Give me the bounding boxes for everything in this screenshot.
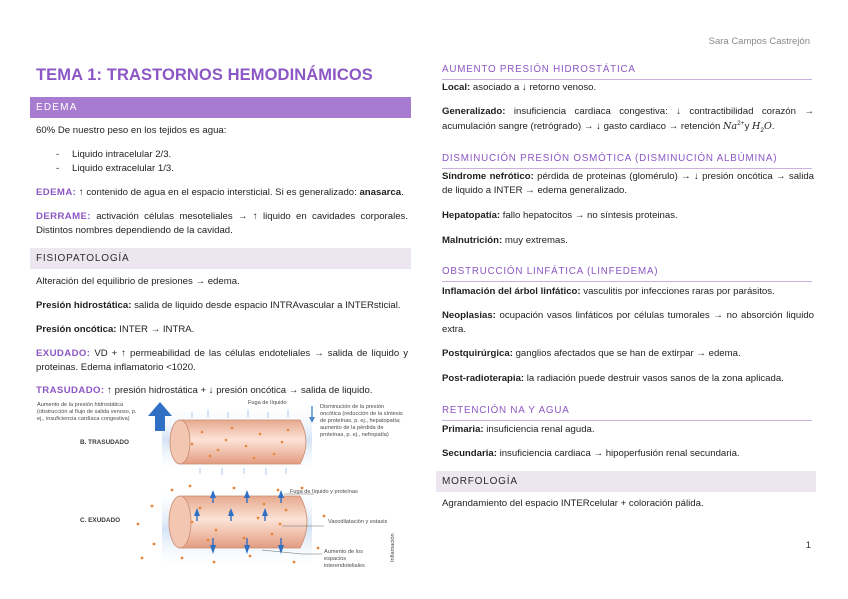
mal-text: muy extremas.: [502, 235, 568, 246]
list-item: - Liquido extracelular 1/3.: [36, 162, 174, 176]
retencion-secundaria: [442, 447, 814, 461]
formula-h: H: [752, 120, 761, 132]
anasarca-term: anasarca: [359, 187, 402, 198]
sec-text: insuficiencia cardiaca → hipoperfusión renal secundaria.: [496, 448, 740, 459]
figure-fuga-liquido: Fuga de líquido: [248, 400, 287, 406]
sn-text: pérdida de proteinas (glomérulo) → ↓ presión oncótica → salida de liquido a INTER → edema generalizado.: [442, 171, 814, 196]
formula-y: y: [744, 120, 753, 132]
morfologia-text: Agrandamiento del espacio INTERcelular + coloración pálida.: [442, 498, 704, 509]
inflamacion-linfatica: [442, 285, 814, 299]
presion-oncotica: [36, 323, 408, 337]
fisiopatologia-heading: FISIOPATOLOGÍA: [30, 248, 411, 269]
edema-end: .: [401, 187, 404, 198]
figure-label-exudado: C. EXUDADO: [80, 517, 121, 524]
formula-sub: 2: [760, 126, 765, 134]
po-label: Presión oncótica:: [36, 324, 117, 335]
po-text: INTER → INTRA.: [116, 324, 195, 335]
ph-text: salida de liquido desde espacio INTRAvascular a INTERsticial.: [131, 300, 401, 311]
figure-label-trasudado: B. TRASUDADO: [80, 439, 129, 446]
neoplasias: [442, 309, 814, 336]
hep-label: Hepatopatía:: [442, 210, 501, 221]
radio-text: la radiación puede destruir vasos sanos de la zona aplicada.: [524, 373, 784, 384]
hepatopatia: [442, 209, 814, 223]
figure-note-oncotic: Disminución de la presión oncótica (reducción de la síntesis de proteínas, p. ej., hepatopatía; aumento de la pérdida de proteínas, p. ej., nefropatía): [320, 404, 403, 438]
exudado-label: EXUDADO:: [36, 348, 91, 359]
trasudado-definition: [36, 384, 408, 398]
post-text: ganglios afectados que se han de extirpar → edema.: [512, 348, 741, 359]
page-number: 1: [805, 540, 811, 551]
local-label: Local:: [442, 82, 471, 93]
neo-text: ocupación vasos linfáticos por células tumorales → no absorción liquido extra.: [442, 310, 814, 335]
linfatica-heading: OBSTRUCCIÓN LINFÁTICA (LINFEDEMA): [442, 265, 812, 282]
formula-sup: 2+: [737, 119, 745, 127]
sec-label: Secundaria:: [442, 448, 497, 459]
figure-fuga-proteinas: Fuga de líquido y proteínas: [290, 489, 358, 495]
figure-vasodilatacion: Vasodilatación y estasis: [328, 519, 388, 525]
formula-na: Na: [723, 120, 738, 132]
generalizado-text: insuficiencia cardiaca congestiva: ↓ contractibilidad corazón → acumulación sangre (retrógrado) → ↓ gasto cardiaco → retención: [442, 106, 814, 132]
list-item: - Liquido intracelular 2/3.: [36, 148, 174, 162]
sindrome-nefrotico: [442, 170, 814, 197]
derrame-definition: [36, 210, 408, 237]
exudado-text: VD + ↑ permeabilidad de las células endoteliales → salida de liquido y proteinas. Edema inflamatorio <1020.: [36, 348, 408, 373]
retencion-primaria: [442, 423, 814, 437]
figure-inflamacion: Inflamación: [390, 533, 396, 562]
trasudado-text: ↑ presión hidrostática + ↓ presión oncótica → salida de liquido.: [104, 385, 373, 396]
author-name: Sara Campos Castrejón: [708, 36, 810, 47]
formula-o: O: [764, 120, 772, 132]
edema-heading: EDEMA: [30, 97, 411, 118]
presion-hidrostatica: [36, 299, 408, 313]
ph-label: Presión hidrostática:: [36, 300, 132, 311]
fisio-line: Alteración del equilibrio de presiones → edema.: [36, 276, 240, 287]
radio-label: Post-radioterapia:: [442, 373, 525, 384]
trasudado-label: TRASUDADO:: [36, 385, 105, 396]
sn-label: Síndrome nefrótico:: [442, 171, 534, 182]
inf-label: Inflamación del árbol linfático:: [442, 286, 581, 297]
page-title: TEMA 1: TRASTORNOS HEMODINÁMICOS: [36, 66, 373, 84]
edema-intro: 60% De nuestro peso en los tejidos es agua:: [36, 125, 227, 136]
hep-text: fallo hepatocitos → no síntesis proteinas.: [500, 210, 678, 221]
retencion-heading: RETENCIÓN NA Y AGUA: [442, 404, 812, 421]
derrame-label: DERRAME:: [36, 211, 91, 222]
post-radioterapia: [442, 372, 814, 386]
edema-figure: [32, 398, 406, 574]
hidro-local: [442, 81, 814, 95]
edema-text: ↑ contenido de agua en el espacio intersticial. Si es generalizado:: [76, 187, 360, 198]
postquirurgica: [442, 347, 814, 361]
prim-label: Primaria:: [442, 424, 484, 435]
generalizado-label: Generalizado:: [442, 106, 506, 117]
malnutricion: [442, 234, 814, 248]
hidro-generalizado: [442, 105, 814, 135]
figure-aumento-espacios: Aumento de los espacios interendoteliales: [324, 549, 365, 569]
generalizado-end: .: [771, 120, 775, 132]
figure-note-hydrostatic: Aumento de la presión hidrostática (obstrucción al flujo de salida venoso, p. ej., insuficiencia cardíaca congestiva): [37, 402, 137, 422]
edema-definition: [36, 186, 408, 200]
hidrostatica-heading: AUMENTO PRESIÓN HIDROSTÁTICA: [442, 63, 812, 80]
derrame-text: activación células mesoteliales → ↑ liquido en cavidades corporales. Distintos nombres dependiendo de la cavidad.: [36, 211, 408, 236]
osmotica-heading: DISMINUCIÓN PRESIÓN OSMÓTICA (DISMINUCIÓN ALBÚMINA): [442, 152, 812, 169]
water-list: [36, 148, 174, 175]
morfologia-heading: MORFOLOGÍA: [436, 471, 816, 492]
exudado-definition: [36, 347, 408, 374]
neo-label: Neoplasias:: [442, 310, 496, 321]
post-label: Postquirúrgica:: [442, 348, 513, 359]
edema-label: EDEMA:: [36, 187, 77, 198]
local-text: asociado a ↓ retorno venoso.: [470, 82, 597, 93]
prim-text: insuficiencia renal aguda.: [483, 424, 595, 435]
inf-text: vasculitis por infecciones raras por parásitos.: [580, 286, 775, 297]
mal-label: Malnutrición:: [442, 235, 503, 246]
